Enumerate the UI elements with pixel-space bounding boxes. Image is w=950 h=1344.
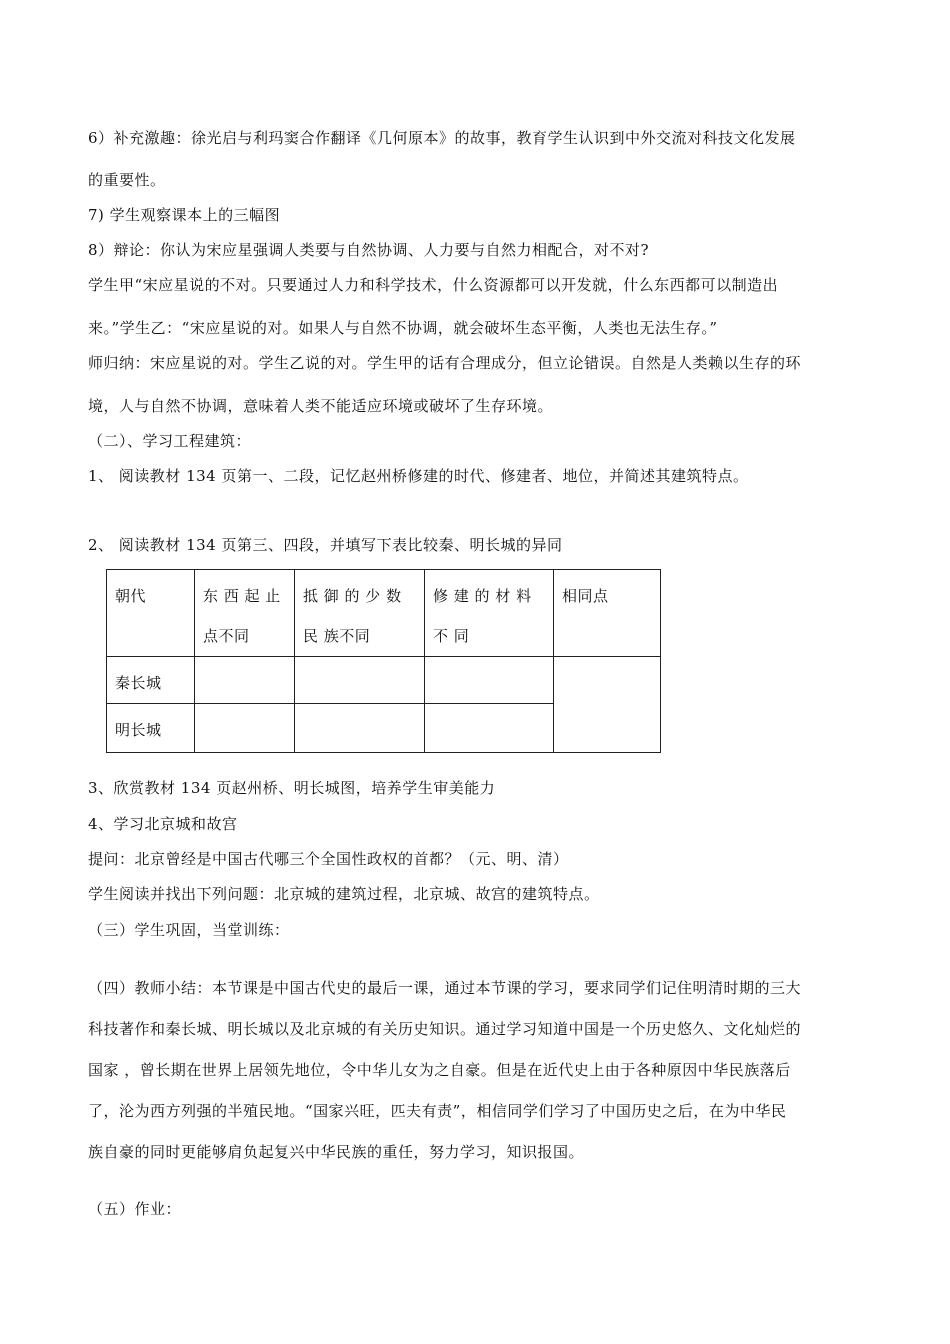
- paragraph-line: 8）辩论：你认为宋应星强调人类要与自然协调、人力要与自然力相配合，对不对?: [88, 241, 650, 259]
- table-cell: [195, 704, 295, 753]
- paragraph-line: 族自豪的同时更能够肩负起复兴中华民族的重任，努力学习，知识报国。: [88, 1143, 585, 1161]
- paragraph-line: （四）教师小结：本节课是中国古代史的最后一课，通过本节课的学习，要求同学们记住明清时期的三大: [88, 979, 802, 997]
- paragraph-line: 7) 学生观察课本上的三幅图: [88, 206, 281, 224]
- table-header-cell: 修 建 的 材 料 不 同: [425, 570, 554, 657]
- paragraph-line: 的重要性。: [88, 171, 166, 189]
- paragraph-line: 4、学习北京城和故宫: [88, 815, 238, 833]
- paragraph-line: 国家 ，曾长期在世界上居领先地位，令中华儿女为之自豪。但是在近代史上由于各种原因中华民族落后: [88, 1061, 791, 1079]
- paragraph-line: 境，人与自然不协调，意味着人类不能适应环境或破坏了生存环境。: [88, 397, 554, 415]
- table-header-cell: 东 西 起 止 点不同: [195, 570, 295, 657]
- paragraph-line: 来。”学生乙：“宋应星说的对。如果人与自然不协调，就会破坏生态平衡，人类也无法生存。”: [88, 319, 718, 337]
- paragraph-line: 2、 阅读教材 134 页第三、四段，并填写下表比较秦、明长城的异同: [88, 536, 563, 554]
- paragraph-line: 学生甲“宋应星说的不对。只要通过人力和科学技术，什么资源都可以开发就，什么东西都可以制造出: [88, 276, 779, 294]
- paragraph-line: 6）补充激趣：徐光启与利玛窦合作翻译《几何原本》的故事，教育学生认识到中外交流对科技文化发展: [88, 129, 796, 147]
- table-cell: [425, 657, 554, 704]
- table-header-cell: 抵 御 的 少 数 民 族不同: [295, 570, 425, 657]
- table-row-label: 明长城: [107, 704, 195, 753]
- paragraph-line: 学生阅读并找出下列问题：北京城的建筑过程，北京城、故宫的建筑特点。: [88, 885, 600, 903]
- table-row: [107, 657, 661, 704]
- paragraph-line: 1、 阅读教材 134 页第一、二段，记忆赵州桥修建的时代、修建者、地位，并简述其建筑特点。: [88, 467, 749, 485]
- table-cell: [425, 704, 554, 753]
- comparison-table: [106, 569, 661, 753]
- paragraph-line: 了，沦为西方列强的半殖民地。“国家兴旺，匹夫有责”，相信同学们学习了中国历史之后，在为中华民: [88, 1102, 787, 1120]
- table-cell: [195, 657, 295, 704]
- table-cell: [295, 704, 425, 753]
- paragraph-line: 师归纳：宋应星说的对。学生乙说的对。学生甲的话有合理成分，但立论错误。自然是人类赖以生存的环: [88, 354, 802, 372]
- paragraph-line: 提问：北京曾经是中国古代哪三个全国性政权的首都？（元、明、清）: [88, 850, 569, 868]
- paragraph-line: 科技著作和秦长城、明长城以及北京城的有关历史知识。通过学习知道中国是一个历史悠久、文化灿烂的: [88, 1020, 802, 1038]
- table-row-label: 秦长城: [107, 657, 195, 704]
- table-header-cell: 朝代: [107, 570, 195, 657]
- table-cell: [554, 657, 661, 753]
- table-header-row: [107, 570, 661, 657]
- table-cell: [295, 657, 425, 704]
- section-heading: （三）学生巩固，当堂训练：: [88, 921, 290, 939]
- paragraph-line: 3、欣赏教材 134 页赵州桥、明长城图，培养学生审美能力: [88, 779, 496, 797]
- section-heading: （二）、学习工程建筑：: [88, 432, 252, 450]
- table-header-cell: 相同点: [554, 570, 661, 657]
- section-heading: （五）作业：: [88, 1200, 182, 1218]
